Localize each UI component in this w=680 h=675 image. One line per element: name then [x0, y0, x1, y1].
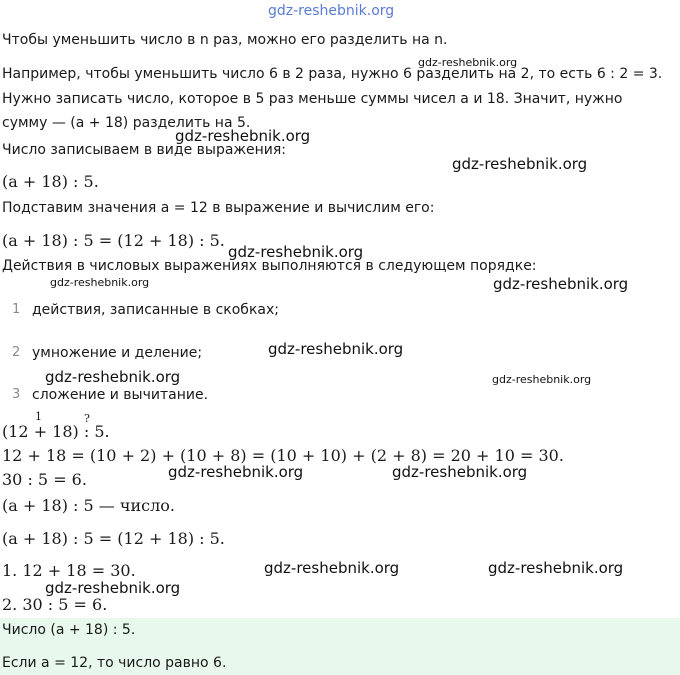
order-item-2: умножение и деление; [32, 345, 203, 361]
watermark: gdz-reshebnik.org [175, 127, 311, 145]
watermark: gdz-reshebnik.org [493, 275, 629, 293]
watermark: gdz-reshebnik.org [45, 579, 181, 597]
expression-number: (a + 18) : 5 — число. [2, 496, 175, 515]
expression: (12 + 18) : 5. [2, 422, 110, 441]
step-1: 1. 12 + 18 = 30. [2, 561, 136, 580]
order-number-2: 2 [12, 345, 21, 360]
text-line-5: Число записываем в виде выражения: [2, 142, 287, 158]
text-line-4: сумму — (a + 18) разделить на 5. [2, 115, 251, 131]
answer-box [0, 618, 680, 675]
text-line-3: Нужно записать число, которое в 5 раз меньше суммы чисел a и 18. Значит, нужно [2, 91, 623, 107]
watermark: gdz-reshebnik.org [392, 463, 528, 481]
calculation-division: 30 : 5 = 6. [2, 470, 87, 489]
watermark: gdz-reshebnik.org [418, 56, 518, 69]
answer-line-1: Число (a + 18) : 5. [2, 622, 136, 638]
expression: (a + 18) : 5 = (12 + 18) : 5. [2, 231, 225, 250]
watermark: gdz-reshebnik.org [45, 368, 181, 386]
action-order-mark-2: ? [84, 412, 90, 425]
text-line-2: Например, чтобы уменьшить число 6 в 2 раза, нужно 6 разделить на 2, то есть 6 : 2 = 3. [2, 66, 663, 82]
step-2: 2. 30 : 5 = 6. [2, 595, 108, 614]
watermark-top: gdz-reshebnik.org [268, 3, 395, 19]
order-item-3: сложение и вычитание. [32, 387, 209, 403]
watermark: gdz-reshebnik.org [452, 155, 588, 173]
answer-line-2: Если a = 12, то число равно 6. [2, 655, 227, 671]
text-line-7: Подставим значения a = 12 в выражение и вычислим его: [2, 200, 435, 216]
watermark: gdz-reshebnik.org [264, 559, 400, 577]
watermark: gdz-reshebnik.org [488, 559, 624, 577]
watermark: gdz-reshebnik.org [492, 373, 592, 386]
calculation-sum: 12 + 18 = (10 + 2) + (10 + 8) = (10 + 10) + (2 + 8) = 20 + 10 = 30. [2, 446, 564, 465]
order-item-1: действия, записанные в скобках; [32, 302, 279, 318]
text-line-9: Действия в числовых выражениях выполняются в следующем порядке: [2, 258, 537, 274]
expression: (a + 18) : 5 = (12 + 18) : 5. [2, 529, 225, 548]
expression: (a + 18) : 5. [2, 172, 99, 191]
watermark: gdz-reshebnik.org [268, 340, 404, 358]
text-line-1: Чтобы уменьшить число в n раз, можно его разделить на n. [2, 32, 448, 48]
action-order-mark-1: 1 [35, 410, 42, 423]
watermark: gdz-reshebnik.org [168, 463, 304, 481]
watermark: gdz-reshebnik.org [50, 276, 150, 289]
order-number-1: 1 [12, 302, 21, 317]
order-number-3: 3 [12, 387, 21, 402]
watermark: gdz-reshebnik.org [228, 243, 364, 261]
